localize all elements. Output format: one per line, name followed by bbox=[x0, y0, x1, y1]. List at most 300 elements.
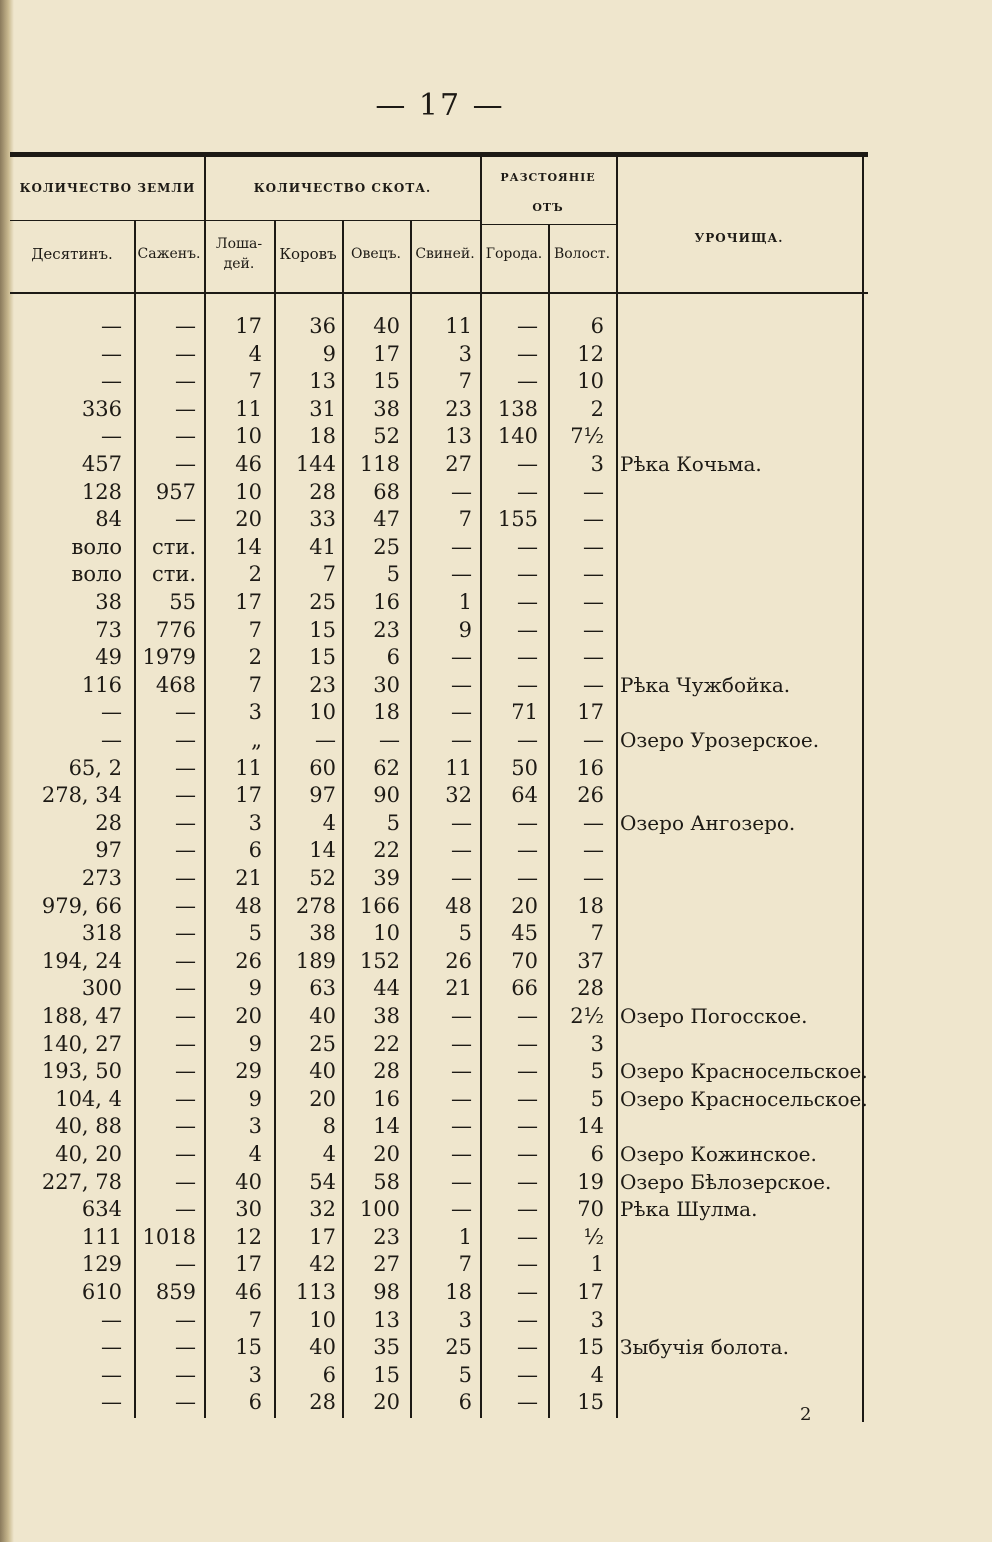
cell-pigs: — bbox=[451, 534, 472, 559]
cell-horses: 4 bbox=[248, 1142, 262, 1166]
cell-pigs: 5 bbox=[458, 1362, 472, 1387]
header-place: УРОЧИЩА. bbox=[694, 231, 784, 245]
cell-cows: 10 bbox=[309, 700, 336, 725]
cell-dist-town: — bbox=[517, 1390, 538, 1415]
cell-place bbox=[620, 422, 870, 450]
cell-sazhen: — bbox=[175, 866, 196, 890]
table-row bbox=[0, 478, 992, 506]
cell-dist-town: — bbox=[517, 1142, 538, 1166]
header-horses-line2: дей. bbox=[223, 256, 255, 272]
cell-dist-volost: 28 bbox=[577, 976, 604, 1001]
cell-dist-town: — bbox=[517, 534, 538, 559]
cell-pigs: 26 bbox=[445, 948, 472, 973]
cell-dist-town: — bbox=[517, 1169, 538, 1194]
header-bottom-rule bbox=[10, 292, 868, 294]
table-row bbox=[0, 588, 992, 616]
cell-place bbox=[620, 1306, 870, 1334]
cell-dist-volost: 3 bbox=[590, 1307, 604, 1332]
cell-place bbox=[620, 616, 870, 644]
cell-pigs: — bbox=[451, 838, 472, 863]
cell-sheep: 15 bbox=[373, 1362, 400, 1387]
cell-dist-town: — bbox=[517, 838, 538, 863]
cell-dist-town: — bbox=[517, 617, 538, 642]
table-row bbox=[0, 754, 992, 782]
cell-sazhen: — bbox=[175, 396, 196, 421]
cell-dist-town: 64 bbox=[511, 783, 538, 808]
cell-desyatin: — bbox=[101, 1390, 122, 1415]
cell-dist-town: — bbox=[517, 672, 538, 697]
cell-dist-volost: 17 bbox=[577, 700, 604, 725]
table-row bbox=[0, 312, 992, 340]
cell-sheep: 90 bbox=[373, 783, 400, 808]
cell-dist-volost: 15 bbox=[577, 1390, 604, 1415]
cell-dist-town: — bbox=[517, 341, 538, 366]
cell-pigs: — bbox=[451, 728, 472, 752]
cell-cows: 20 bbox=[309, 1086, 336, 1111]
cell-cows: 113 bbox=[295, 1280, 336, 1304]
cell-dist-town: 70 bbox=[511, 948, 538, 973]
cell-dist-town: — bbox=[517, 562, 538, 587]
cell-sheep: 10 bbox=[373, 921, 400, 946]
cell-sheep: 52 bbox=[373, 424, 400, 449]
cell-horses: 3 bbox=[248, 810, 262, 835]
cell-dist-town: 138 bbox=[497, 396, 538, 421]
cell-cows: 63 bbox=[309, 976, 336, 1001]
cell-sheep: 28 bbox=[373, 1059, 400, 1084]
cell-dist-volost: — bbox=[583, 617, 604, 642]
cell-sazhen: сти. bbox=[151, 534, 196, 559]
cell-dist-volost: — bbox=[583, 562, 604, 587]
cell-pigs: — bbox=[451, 1059, 472, 1084]
cell-dist-town: 140 bbox=[497, 424, 538, 449]
cell-pigs: — bbox=[451, 1114, 472, 1139]
cell-pigs: 18 bbox=[445, 1280, 472, 1304]
cell-dist-volost: 10 bbox=[577, 369, 604, 394]
cell-cows: 28 bbox=[309, 1390, 336, 1415]
cell-dist-volost: 17 bbox=[577, 1280, 604, 1304]
cell-pigs: 9 bbox=[458, 617, 472, 642]
cell-dist-volost: 16 bbox=[577, 755, 604, 780]
table-row bbox=[0, 340, 992, 368]
cell-desyatin: 318 bbox=[81, 921, 122, 946]
cell-sazhen: — bbox=[175, 1169, 196, 1194]
cell-dist-volost: — bbox=[583, 866, 604, 890]
table-row bbox=[0, 1030, 992, 1058]
cell-sazhen: — bbox=[175, 1307, 196, 1332]
cell-desyatin: 38 bbox=[95, 590, 122, 614]
cell-desyatin: воло bbox=[71, 534, 122, 559]
cell-horses: 30 bbox=[235, 1197, 262, 1222]
cell-horses: 11 bbox=[235, 396, 262, 421]
cell-dist-volost: 26 bbox=[577, 783, 604, 808]
cell-horses: 7 bbox=[248, 617, 262, 642]
table-row bbox=[0, 809, 992, 837]
cell-dist-volost: — bbox=[583, 728, 604, 752]
cell-pigs: 11 bbox=[445, 314, 472, 338]
header-sheep: Овецъ. bbox=[350, 246, 401, 262]
cell-pigs: — bbox=[451, 672, 472, 697]
cell-dist-town: 155 bbox=[497, 507, 538, 532]
cell-sazhen: — bbox=[175, 1059, 196, 1084]
cell-desyatin: — bbox=[101, 700, 122, 725]
cell-dist-volost: 12 bbox=[577, 341, 604, 366]
cell-cows: 31 bbox=[309, 396, 336, 421]
cell-dist-volost: 6 bbox=[590, 314, 604, 338]
cell-cows: 15 bbox=[309, 645, 336, 670]
cell-pigs: 7 bbox=[458, 507, 472, 532]
cell-desyatin: 97 bbox=[95, 838, 122, 863]
cell-pigs: 7 bbox=[458, 1252, 472, 1277]
cell-pigs: 3 bbox=[458, 341, 472, 366]
cell-place: Озеро Кожинское. bbox=[620, 1142, 817, 1166]
cell-sazhen: — bbox=[175, 948, 196, 973]
cell-horses: 21 bbox=[235, 866, 262, 890]
cell-cows: 15 bbox=[309, 617, 336, 642]
cell-pigs: 23 bbox=[445, 396, 472, 421]
cell-cows: 25 bbox=[309, 590, 336, 614]
table-row bbox=[0, 671, 992, 699]
cell-place bbox=[620, 367, 870, 395]
cell-sazhen: — bbox=[175, 341, 196, 366]
cell-sazhen: — bbox=[175, 424, 196, 449]
cell-dist-volost: 37 bbox=[577, 948, 604, 973]
cell-desyatin: 634 bbox=[81, 1197, 122, 1222]
cell-horses: 26 bbox=[235, 948, 262, 973]
table-row bbox=[0, 560, 992, 588]
cell-dist-town: — bbox=[517, 810, 538, 835]
cell-pigs: — bbox=[451, 1031, 472, 1056]
cell-cows: 60 bbox=[309, 755, 336, 780]
cell-place: Озеро Погосское. bbox=[620, 1004, 808, 1028]
cell-desyatin: — bbox=[101, 369, 122, 394]
cell-sazhen: — bbox=[175, 976, 196, 1001]
cell-dist-town: — bbox=[517, 1114, 538, 1139]
cell-sheep: 23 bbox=[373, 1224, 400, 1249]
cell-sheep: 16 bbox=[373, 590, 400, 614]
cell-desyatin: 979, 66 bbox=[41, 893, 122, 918]
cell-dist-volost: — bbox=[583, 590, 604, 614]
cell-dist-town: — bbox=[517, 1224, 538, 1249]
table-row bbox=[0, 1361, 992, 1389]
table-row bbox=[0, 1278, 992, 1306]
cell-pigs: — bbox=[451, 866, 472, 890]
cell-dist-town: — bbox=[517, 866, 538, 890]
cell-place: Озеро Красносельское. bbox=[620, 1086, 868, 1111]
cell-pigs: 48 bbox=[445, 893, 472, 918]
table-row bbox=[0, 643, 992, 671]
cell-horses: 20 bbox=[235, 507, 262, 532]
cell-pigs: 13 bbox=[445, 424, 472, 449]
table-row bbox=[0, 1168, 992, 1196]
cell-cows: 23 bbox=[309, 672, 336, 697]
cell-place: Озеро Ангозеро. bbox=[620, 810, 796, 835]
cell-sazhen: — bbox=[175, 755, 196, 780]
cell-sheep: 47 bbox=[373, 507, 400, 532]
table-row bbox=[0, 422, 992, 450]
cell-dist-town: — bbox=[517, 1059, 538, 1084]
cell-sazhen: 55 bbox=[169, 590, 196, 614]
cell-cows: 4 bbox=[322, 810, 336, 835]
cell-cows: 40 bbox=[309, 1004, 336, 1028]
cell-sazhen: — bbox=[175, 783, 196, 808]
cell-place bbox=[620, 974, 870, 1002]
cell-desyatin: 49 bbox=[95, 645, 122, 670]
cell-sazhen: — bbox=[175, 1031, 196, 1056]
cell-cows: 38 bbox=[309, 921, 336, 946]
cell-dist-volost: 18 bbox=[577, 893, 604, 918]
cell-horses: 14 bbox=[235, 534, 262, 559]
cell-desyatin: 610 bbox=[81, 1280, 122, 1304]
table-row bbox=[0, 698, 992, 726]
cell-sazhen: — bbox=[175, 728, 196, 752]
cell-sazhen: — bbox=[175, 1362, 196, 1387]
cell-horses: 46 bbox=[235, 452, 262, 476]
cell-sazhen: — bbox=[175, 1142, 196, 1166]
cell-desyatin: 336 bbox=[81, 396, 122, 421]
cell-horses: „ bbox=[251, 728, 262, 752]
cell-sazhen: — bbox=[175, 1004, 196, 1028]
cell-sazhen: — bbox=[175, 452, 196, 476]
cell-desyatin: 188, 47 bbox=[41, 1004, 122, 1028]
cell-desyatin: 28 bbox=[95, 810, 122, 835]
cell-pigs: 5 bbox=[458, 921, 472, 946]
cell-cows: 13 bbox=[309, 369, 336, 394]
cell-dist-town: 45 bbox=[511, 921, 538, 946]
cell-cows: 28 bbox=[309, 479, 336, 504]
cell-sazhen: — bbox=[175, 1252, 196, 1277]
cell-horses: 6 bbox=[248, 1390, 262, 1415]
cell-dist-volost: 7 bbox=[590, 921, 604, 946]
table-row bbox=[0, 1057, 992, 1085]
cell-sheep: 166 bbox=[359, 893, 400, 918]
cell-cows: — bbox=[315, 728, 336, 752]
cell-pigs: — bbox=[451, 645, 472, 670]
table-row bbox=[0, 1306, 992, 1334]
cell-place bbox=[620, 478, 870, 506]
cell-sheep: 44 bbox=[373, 976, 400, 1001]
cell-dist-volost: 1 bbox=[590, 1252, 604, 1277]
cell-place bbox=[620, 588, 870, 616]
cell-dist-volost: ½ bbox=[583, 1224, 604, 1249]
header-volost: Волост. bbox=[553, 246, 611, 262]
cell-place bbox=[620, 533, 870, 561]
cell-cows: 4 bbox=[322, 1142, 336, 1166]
table-row bbox=[0, 1250, 992, 1278]
cell-pigs: — bbox=[451, 1197, 472, 1222]
cell-place bbox=[620, 919, 870, 947]
cell-horses: 17 bbox=[235, 314, 262, 338]
cell-pigs: 1 bbox=[458, 1224, 472, 1249]
cell-dist-town: — bbox=[517, 479, 538, 504]
cell-dist-volost: 19 bbox=[577, 1169, 604, 1194]
cell-pigs: — bbox=[451, 1142, 472, 1166]
cell-horses: 3 bbox=[248, 1114, 262, 1139]
cell-cows: 144 bbox=[295, 452, 336, 476]
header-land: КОЛИЧЕСТВО ЗЕМЛИ bbox=[19, 181, 196, 195]
cell-dist-town: — bbox=[517, 645, 538, 670]
cell-place bbox=[620, 1361, 870, 1389]
cell-horses: 2 bbox=[248, 645, 262, 670]
cell-place bbox=[620, 643, 870, 671]
cell-desyatin: 193, 50 bbox=[41, 1059, 122, 1084]
cell-place: Зыбучія болота. bbox=[620, 1335, 789, 1360]
cell-place: Рѣка Чужбойка. bbox=[620, 672, 791, 697]
cell-desyatin: 273 bbox=[81, 866, 122, 890]
cell-dist-volost: — bbox=[583, 645, 604, 670]
cell-dist-town: 71 bbox=[511, 700, 538, 725]
cell-place bbox=[620, 1112, 870, 1140]
table-row bbox=[0, 947, 992, 975]
cell-sheep: 30 bbox=[373, 672, 400, 697]
top-rule bbox=[10, 152, 868, 157]
cell-cows: 42 bbox=[309, 1252, 336, 1277]
table-row bbox=[0, 1140, 992, 1168]
cell-dist-town: — bbox=[517, 728, 538, 752]
cell-sheep: 15 bbox=[373, 369, 400, 394]
cell-pigs: — bbox=[451, 562, 472, 587]
cell-horses: 11 bbox=[235, 755, 262, 780]
cell-horses: 7 bbox=[248, 369, 262, 394]
cell-place bbox=[620, 312, 870, 340]
cell-dist-volost: 2½ bbox=[570, 1004, 604, 1028]
cell-sheep: 14 bbox=[373, 1114, 400, 1139]
cell-horses: 2 bbox=[248, 562, 262, 587]
cell-sheep: 5 bbox=[386, 562, 400, 587]
cell-sheep: 27 bbox=[373, 1252, 400, 1277]
cell-sazhen: — bbox=[175, 314, 196, 338]
cell-sheep: 25 bbox=[373, 534, 400, 559]
land-subheader-rule bbox=[10, 220, 205, 221]
cell-cows: 278 bbox=[295, 893, 336, 918]
cell-place: Озеро Бѣлозерское. bbox=[620, 1169, 832, 1194]
cell-dist-volost: 3 bbox=[590, 452, 604, 476]
cell-place: Рѣка Шулма. bbox=[620, 1197, 758, 1222]
cell-cows: 25 bbox=[309, 1031, 336, 1056]
cell-cows: 40 bbox=[309, 1335, 336, 1360]
cell-sheep: 5 bbox=[386, 810, 400, 835]
cell-dist-town: — bbox=[517, 1335, 538, 1360]
cell-place bbox=[620, 340, 870, 368]
cell-dist-town: — bbox=[517, 314, 538, 338]
cell-horses: 29 bbox=[235, 1059, 262, 1084]
cell-pigs: — bbox=[451, 1086, 472, 1111]
cell-dist-town: — bbox=[517, 590, 538, 614]
cell-place bbox=[620, 1388, 870, 1416]
cell-dist-volost: 70 bbox=[577, 1197, 604, 1222]
cell-pigs: — bbox=[451, 1004, 472, 1028]
cell-dist-town: — bbox=[517, 369, 538, 394]
cell-pigs: 7 bbox=[458, 369, 472, 394]
cell-sazhen: — bbox=[175, 507, 196, 532]
cell-desyatin: — bbox=[101, 1335, 122, 1360]
cell-horses: 40 bbox=[235, 1169, 262, 1194]
cell-horses: 9 bbox=[248, 976, 262, 1001]
cell-horses: 3 bbox=[248, 1362, 262, 1387]
cell-sazhen: — bbox=[175, 369, 196, 394]
cell-horses: 15 bbox=[235, 1335, 262, 1360]
cell-pigs: — bbox=[451, 479, 472, 504]
table-row bbox=[0, 1333, 992, 1361]
cell-cows: 36 bbox=[309, 314, 336, 338]
cell-place bbox=[620, 781, 870, 809]
cell-cows: 18 bbox=[309, 424, 336, 449]
cell-dist-town: — bbox=[517, 1362, 538, 1387]
cell-desyatin: — bbox=[101, 314, 122, 338]
table-row bbox=[0, 1195, 992, 1223]
cell-sazhen: — bbox=[175, 1114, 196, 1139]
table-row bbox=[0, 450, 992, 478]
cell-sazhen: сти. bbox=[151, 562, 196, 587]
cell-desyatin: 300 bbox=[81, 976, 122, 1001]
cell-desyatin: 129 bbox=[81, 1252, 122, 1277]
cell-cows: 54 bbox=[309, 1169, 336, 1194]
cell-cows: 10 bbox=[309, 1307, 336, 1332]
cell-dist-volost: 3 bbox=[590, 1031, 604, 1056]
cell-dist-town: — bbox=[517, 1252, 538, 1277]
cell-place: Озеро Красносельское. bbox=[620, 1059, 868, 1084]
cell-place bbox=[620, 698, 870, 726]
cell-horses: 12 bbox=[235, 1224, 262, 1249]
cell-horses: 20 bbox=[235, 1004, 262, 1028]
cell-pigs: 11 bbox=[445, 755, 472, 780]
cell-sazhen: — bbox=[175, 810, 196, 835]
header-cows: Коровъ bbox=[279, 245, 337, 263]
cell-place bbox=[620, 1278, 870, 1306]
table-row bbox=[0, 395, 992, 423]
cell-desyatin: 104, 4 bbox=[55, 1086, 122, 1111]
cell-dist-volost: 2 bbox=[590, 396, 604, 421]
cell-sazhen: — bbox=[175, 1086, 196, 1111]
cell-sazhen: — bbox=[175, 921, 196, 946]
cell-place bbox=[620, 836, 870, 864]
cell-place bbox=[620, 947, 870, 975]
cell-dist-volost: — bbox=[583, 810, 604, 835]
cell-dist-volost: 5 bbox=[590, 1086, 604, 1111]
cell-sheep: 40 bbox=[373, 314, 400, 338]
cell-dist-town: 50 bbox=[511, 755, 538, 780]
cell-place bbox=[620, 395, 870, 423]
cell-desyatin: 457 bbox=[81, 452, 122, 476]
cell-cows: 17 bbox=[309, 1224, 336, 1249]
cell-sheep: 39 bbox=[373, 866, 400, 890]
cell-sheep: 17 bbox=[373, 341, 400, 366]
cell-dist-town: — bbox=[517, 1197, 538, 1222]
cell-desyatin: — bbox=[101, 424, 122, 449]
cell-sheep: 38 bbox=[373, 1004, 400, 1028]
table-row bbox=[0, 892, 992, 920]
cell-desyatin: 40, 88 bbox=[55, 1114, 122, 1139]
cell-pigs: — bbox=[451, 700, 472, 725]
table-row bbox=[0, 1002, 992, 1030]
cell-horses: 5 bbox=[248, 921, 262, 946]
table-row bbox=[0, 974, 992, 1002]
signature-mark: 2 bbox=[800, 1404, 812, 1425]
cell-horses: 10 bbox=[235, 424, 262, 449]
cell-sheep: 152 bbox=[359, 948, 400, 973]
cell-desyatin: — bbox=[101, 341, 122, 366]
header-horses-line1: Лоша- bbox=[215, 236, 263, 252]
cell-pigs: 3 bbox=[458, 1307, 472, 1332]
cell-sazhen: 859 bbox=[155, 1280, 196, 1304]
cell-horses: 10 bbox=[235, 479, 262, 504]
cell-dist-volost: 15 bbox=[577, 1335, 604, 1360]
header-pigs: Свиней. bbox=[415, 246, 475, 262]
cell-place bbox=[620, 864, 870, 892]
cell-dist-volost: — bbox=[583, 672, 604, 697]
cell-dist-volost: — bbox=[583, 507, 604, 532]
cell-sazhen: 1018 bbox=[142, 1224, 196, 1249]
cell-sheep: 20 bbox=[373, 1142, 400, 1166]
